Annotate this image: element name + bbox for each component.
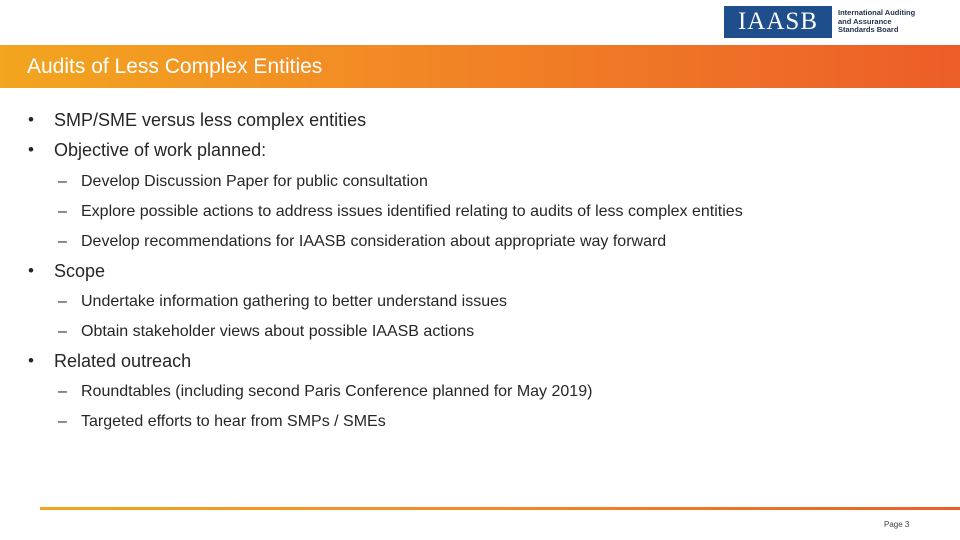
- sub-bullet-marker: –: [58, 203, 67, 220]
- footer-divider: [40, 507, 960, 510]
- sub-bullet-text: Targeted efforts to hear from SMPs / SMEs: [81, 413, 386, 430]
- logo-line-2: and Assurance: [838, 16, 892, 26]
- bullet-text: Scope: [54, 260, 106, 281]
- iaasb-logo: [724, 6, 928, 38]
- logo-line-1: International Auditing: [838, 8, 916, 18]
- sub-bullet-marker: –: [58, 383, 67, 400]
- bullet-text: Objective of work planned:: [54, 139, 267, 160]
- sub-bullet-text: Undertake information gathering to better understand issues: [81, 293, 508, 310]
- bullet-marker: •: [28, 351, 34, 370]
- bullet-text: SMP/SME versus less complex entities: [54, 109, 367, 130]
- bullet-marker: •: [28, 261, 34, 280]
- slide-title: Audits of Less Complex Entities: [27, 55, 323, 78]
- sub-bullet-text: Develop recommendations for IAASB consideration about appropriate way forward: [81, 233, 667, 250]
- sub-bullet-text: Roundtables (including second Paris Conference planned for May 2019): [81, 383, 593, 400]
- sub-bullet-marker: –: [58, 413, 67, 430]
- sub-bullet-text: Obtain stakeholder views about possible IAASB actions: [81, 323, 475, 340]
- logo-abbr: IAASB: [724, 6, 832, 38]
- sub-bullet-marker: –: [58, 173, 67, 190]
- sub-bullet-marker: –: [58, 293, 67, 310]
- sub-bullet-marker: –: [58, 323, 67, 340]
- page-number: Page 3: [884, 520, 910, 529]
- bullet-marker: •: [28, 110, 34, 129]
- title-bar: [0, 45, 960, 88]
- sub-bullet-text: Develop Discussion Paper for public consultation: [81, 173, 428, 190]
- logo-full-name: [838, 9, 928, 35]
- sub-bullet-text: Explore possible actions to address issues identified relating to audits of less complex entities: [81, 203, 743, 220]
- bullet-marker: •: [28, 140, 34, 159]
- bullet-text: Related outreach: [54, 350, 192, 371]
- sub-bullet-marker: –: [58, 233, 67, 250]
- logo-line-3: Standards Board: [838, 25, 899, 35]
